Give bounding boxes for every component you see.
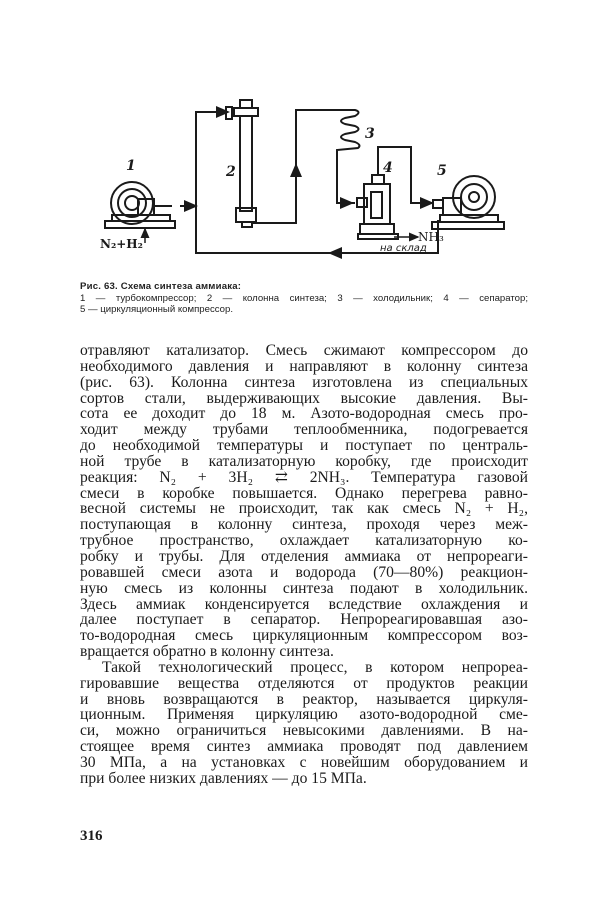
page-number: 316 bbox=[80, 828, 103, 844]
text-line: ной трубе в катализаторную коробку, где происходит bbox=[80, 452, 528, 470]
body-text bbox=[80, 343, 528, 787]
label-4: 4 bbox=[383, 160, 393, 176]
paragraph bbox=[80, 343, 528, 660]
label-2: 2 bbox=[226, 164, 236, 180]
text-line: Здесь аммиак конденсируется вследствие охлаждения и bbox=[80, 595, 528, 613]
storage-label: на склад bbox=[380, 243, 427, 254]
text-line: весной системы не происходит, так как смесь N₂ + H₂, bbox=[80, 500, 528, 518]
text-line: далее поступает в сепаратор. Непрореагировавшая азо- bbox=[80, 611, 528, 629]
text-line: стоящее время синтез аммиака проводят под давлением bbox=[80, 738, 528, 756]
ammonia-synthesis-diagram bbox=[0, 0, 600, 280]
text-line: сортов стали, выдерживающих высокие давления. Вы- bbox=[80, 389, 528, 407]
column-outlet-pipe bbox=[252, 110, 359, 223]
text-line: ходит между трубами теплообменника, подогревается bbox=[80, 421, 528, 439]
return-pipe bbox=[196, 112, 438, 253]
text-line: ционным. Применяя циркуляцию азото-водородной сме- bbox=[80, 706, 528, 724]
text-line: гировавшие вещества отделяются от продуктов реакции bbox=[80, 674, 528, 692]
text-line: смеси в коробке повышается. Однако перегрева равно- bbox=[80, 484, 528, 502]
text-line: робку и трубы. Для отделения аммиака от непрореаги- bbox=[80, 547, 528, 565]
text-line: то-водородная смесь циркуляционным компрессором воз- bbox=[80, 627, 528, 645]
text-line: отравляют катализатор. Смесь сжимают компрессором до bbox=[80, 342, 528, 359]
product-label: NH₃ bbox=[418, 230, 444, 244]
circulation-compressor-5 bbox=[432, 176, 504, 229]
text-line: реакция: N₂ + 3H₂ ⇄ 2NH₃. Температура газовой bbox=[80, 468, 528, 486]
feed-label: N₂+H₂ bbox=[100, 237, 143, 251]
text-line: необходимого давления и направляют в колонну синтеза bbox=[80, 357, 528, 375]
text-line: и вновь возвращаются в реактор, называется циркуля- bbox=[80, 690, 528, 708]
figure-caption-legend-cont: 5 — циркуляционный компрессор. bbox=[80, 304, 233, 315]
label-5: 5 bbox=[437, 163, 447, 179]
text-line: до необходимой температуры и поступает по централь- bbox=[80, 437, 528, 455]
turbocompressor-1 bbox=[105, 182, 175, 243]
text-line: вращается обратно в колонну синтеза. bbox=[80, 643, 334, 661]
text-line: 30 МПа, а на установках с новейшим оборудованием и bbox=[80, 753, 528, 771]
label-1: 1 bbox=[126, 158, 136, 174]
text-line: ровавшей смеси азота и водорода (70—80%) реакцион- bbox=[80, 563, 528, 581]
text-line: трубное пространство, охлаждает катализаторную ко- bbox=[80, 532, 528, 550]
text-line: Такой технологический процесс, в котором непрореа- bbox=[102, 658, 528, 676]
text-line: при более низких давлениях — до 15 МПа. bbox=[80, 769, 367, 787]
text-line: поступающая в колонну синтеза, проходя через меж- bbox=[80, 516, 528, 534]
figure-caption-legend: 1 — турбокомпрессор; 2 — колонна синтеза; 3 — холодильник; 4 — сепаратор; bbox=[80, 293, 528, 304]
text-line: сота ее доходит до 18 м. Азото-водородная смесь про- bbox=[80, 405, 528, 423]
separator-4 bbox=[357, 175, 418, 239]
text-line: (рис. 63). Колонна синтеза изготовлена из специальных bbox=[80, 373, 528, 391]
label-3: 3 bbox=[365, 126, 375, 142]
text-line: си, можно ограничиться невысокими давлениями. В на- bbox=[80, 722, 528, 740]
paragraph bbox=[80, 660, 528, 787]
text-line: ную смесь из колонны синтеза подают в холодильник. bbox=[80, 579, 528, 597]
figure-caption-title: Рис. 63. Схема синтеза аммиака: bbox=[80, 281, 242, 292]
